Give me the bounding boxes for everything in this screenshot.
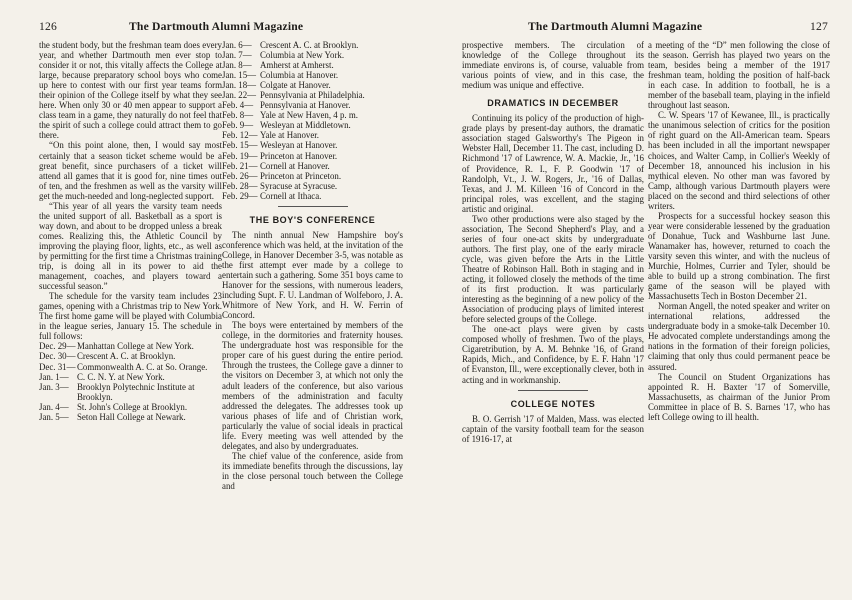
schedule-item — [222, 110, 403, 120]
paragraph: The chief value of the conference, aside from its immediate benefits through the discussions, lay in the close personal touch between the College and — [222, 450, 403, 491]
left-column-2 — [222, 40, 403, 491]
schedule-opponent: C. C. N. Y. at New York. — [77, 371, 165, 382]
schedule-opponent: Crescent A. C. at Brooklyn. — [77, 351, 176, 362]
schedule-date: Jan. 22— — [222, 90, 257, 101]
paragraph: a meeting of the “D” men following the close of the season. Gerrish has played two years on the team, besides being a member of the 1917 freshman team, holding the position of half-back in each case. In addition to football, he is a member of the baseball team, playing in the infield throughout last season. — [648, 40, 830, 111]
schedule-date: Jan. 7— — [222, 50, 252, 61]
paragraph: Continuing its policy of the production of high-grade plays by present-day authors, the dramatic association staged Galsworthy's The Pigeon in Webster Hall, December 11. The cast, including D. Richmond '17 of Lawrence, W. A. Mackie, Jr., '16 of Providence, R. I., F. P. Goodwin '17 of Randolph, Vt., J. W. Rogers, Jr., '16 of Dallas, Texas, and J. M. Killeen '16 of Concord in the principal roles, was excellent, and the staging artistic and original. — [462, 113, 644, 214]
schedule-date: Feb. 4— — [222, 100, 254, 111]
schedule-date: Feb. 26— — [222, 170, 258, 181]
schedule-item — [222, 70, 403, 80]
section-heading: COLLEGE NOTES — [510, 398, 596, 409]
right-column-1 — [462, 40, 644, 444]
schedule-item — [39, 412, 222, 422]
schedule-item — [39, 362, 222, 372]
running-head: The Dartmouth Alumni Magazine — [129, 20, 304, 33]
schedule-item — [222, 191, 403, 201]
schedule-item — [39, 341, 222, 351]
paragraph: Norman Angell, the noted speaker and writer on international relations, addressed the undergraduate body in a smoke-talk December 10. He advocated complete understandings among the nations in the formation of their foreign policies, claiming that only thus could permanent peace be assured. — [648, 301, 830, 372]
schedule-item — [222, 60, 403, 70]
schedule-opponent: Columbia at Hanover. — [260, 70, 339, 81]
schedule-item — [39, 402, 222, 412]
schedule-date: Feb. 9— — [222, 120, 254, 131]
schedule-opponent: Columbia at New York. — [260, 50, 345, 61]
schedule-opponent: Commonwealth A. C. at So. Orange. — [77, 361, 208, 372]
schedule-opponent: Pennsylvania at Hanover. — [260, 100, 351, 111]
schedule-opponent: Yale at New Haven, 4 p. m. — [260, 110, 358, 121]
paragraph: B. O. Gerrish '17 of Malden, Mass. was elected captain of the varsity football team for the season of 1916-17, at — [462, 413, 644, 444]
section-divider — [518, 390, 588, 391]
schedule-date: Jan. 6— — [222, 40, 252, 50]
schedule-opponent: Wesleyan at Hanover. — [260, 140, 338, 151]
paragraph: The Council on Student Organizations has appointed R. H. Baxter '17 of Somerville, Massachusetts, as chairman of the Junior Prom Committee in place of B. S. Barnes '17, who has left College owing to ill health. — [648, 371, 830, 422]
schedule-date: Jan. 8— — [222, 60, 252, 71]
schedule-date: Dec. 29— — [39, 341, 76, 352]
paragraph: The one-act plays were given by casts composed wholly of freshmen. Two of the plays, Cigaretribution, by A. M. Behnke '16, of Grand Rapids, Mich., and Confidence, by E. F. Hahn '17 of Evanston, Ill., were exceptionally clever, both in acting and in workmanship. — [462, 324, 644, 385]
page-number: 126 — [39, 20, 57, 33]
schedule-date: Jan. 3— — [39, 381, 69, 392]
paragraph: C. W. Spears '17 of Kewanee, Ill., is practically the unanimous selection of critics for the position of right guard on the All-American team. Spears has been included in all the important newspaper choices, and Walter Camp, in Collier's Weekly of December 18, announced his inclusion in his mythical eleven. No other man was favored by Camp, although various Dartmouth players were placed on the second and third selections of other writers. — [648, 110, 830, 211]
schedule-date: Jan. 4— — [39, 401, 69, 412]
paragraph: Prospects for a successful hockey season this year were considerable lessened by the graduation of Donahue, Tuck and Washburne last June. Wanamaker has, however, returned to coach the varsity seven this winter, and with the nucleus of Murchie, Holmes, Currier and Tyler, should be able to build up a strong combination. The first game of the season will be played with Massachusetts Tech in Boston December 21. — [648, 210, 830, 302]
schedule-item — [39, 372, 222, 382]
schedule-date: Dec. 31— — [39, 361, 76, 372]
schedule-date: Feb. 28— — [222, 180, 258, 191]
schedule-opponent: Brooklyn Polytechnic Institute at Brooklyn. — [77, 381, 195, 402]
schedule-opponent: Wesleyan at Middletown. — [260, 120, 351, 131]
schedule-item — [222, 130, 403, 140]
paragraph: The schedule for the varsity team includes 23 games, opening with a Christmas trip to New York. The first home game will be played with Columbia in the league series, January 15. The schedule in full follows: — [39, 291, 222, 342]
schedule-date: Feb. 12— — [222, 130, 258, 141]
schedule-item — [39, 382, 222, 402]
section-heading: DRAMATICS IN DECEMBER — [487, 98, 619, 109]
paragraph: prospective members. The circulation of knowledge of the College throughout its immediate environs is, of course, valuable from various points of view, and in this case, the medium was unique and effective. — [462, 40, 644, 91]
schedule-opponent: Amherst at Amherst. — [260, 60, 334, 71]
schedule-list — [39, 341, 222, 421]
schedule-date: Feb. 8— — [222, 110, 254, 121]
schedule-date: Feb. 19— — [222, 150, 258, 161]
schedule-opponent: St. John's College at Brooklyn. — [77, 401, 188, 412]
schedule-item — [222, 151, 403, 161]
schedule-item — [222, 40, 403, 50]
schedule-opponent: Cornell at Ithaca. — [260, 190, 322, 201]
schedule-item — [222, 100, 403, 110]
paragraph: “This year of all years the varsity team needs the united support of all. Basketball as a sport is way down, and about to be dropped unless a break comes. Realizing this, the Athletic Council by improving the playing floor, lights, etc., as well as by permitting for the first time a Christmas training trip, is doing all in its power to aid the management, coaches, and players toward a successful season.” — [39, 200, 222, 292]
schedule-item — [222, 140, 403, 150]
schedule-date: Feb. 21— — [222, 160, 258, 171]
schedule-opponent: Yale at Hanover. — [260, 130, 319, 141]
schedule-date: Feb. 15— — [222, 140, 258, 151]
right-column-2 — [648, 40, 830, 422]
schedule-opponent: Manhattan College at New York. — [77, 341, 194, 352]
page-number: 127 — [810, 20, 828, 33]
paragraph: The ninth annual New Hampshire boy's conference which was held, at the invitation of the College, in Hanover December 3-5, was notable as the first attempt ever made by a college to entertain such a gathering. Some 351 boys came to Hanover for the sessions, with numerous leaders, including Supt. F. U. Landman of Wolfeboro, J. A. Whitmore of New York, and H. W. Ferrin of Concord. — [222, 229, 403, 321]
schedule-item — [222, 181, 403, 191]
running-head: The Dartmouth Alumni Magazine — [528, 20, 703, 33]
schedule-item — [222, 171, 403, 181]
schedule-opponent: Princeton at Hanover. — [260, 150, 338, 161]
schedule-item — [39, 351, 222, 361]
schedule-opponent: Pennsylvania at Philadelphia. — [260, 90, 365, 101]
schedule-item — [222, 50, 403, 60]
paragraph: Two other productions were also staged by the association, The Second Shepherd's Play, and a series of four one-act skits by undergraduate authors. The first play, one of the early miracle cycle, was given before the Arts in the Little Theatre of Robinson Hall. Both in staging and in acting, it followed closely the methods of the time of its first production. It was particularly interesting as the beginning of a new policy of the Association of producing plays of limited interest before selected groups of the College. — [462, 213, 644, 325]
schedule-item — [222, 161, 403, 171]
left-column-1 — [39, 40, 222, 422]
paragraph: “On this point alone, then, I would say most certainly that a season ticket scheme would be a great benefit, since purchasers of a ticket will attend all games that it is good for, nine times out of ten, and the freshmen as well as the varsity will get the much-needed and long-neglected support. — [39, 140, 222, 201]
schedule-opponent: Princeton at Princeton. — [260, 170, 342, 181]
paragraph: The boys were entertained by members of the college, in the dormitories and fraternity houses. The undergraduate host was responsible for the proper care of his guest during the entire period. Through the trustees, the College gave a dinner to the visitors on December 3, at which not only the adult leaders of the conference, but also various members of the administration and faculty addressed the delegates. The addresses took up various phases of life and of Christian work, particularly the value of social ideals in practical life. Every meeting was well attended by the delegates, and also by undergraduates. — [222, 320, 403, 451]
schedule-list — [222, 40, 403, 201]
schedule-opponent: Seton Hall College at Newark. — [77, 411, 186, 422]
schedule-date: Dec. 30— — [39, 351, 76, 362]
schedule-date: Jan. 1— — [39, 371, 69, 382]
schedule-date: Jan. 15— — [222, 70, 257, 81]
section-heading: THE BOY'S CONFERENCE — [249, 214, 376, 225]
section-divider — [278, 206, 348, 207]
schedule-opponent: Syracuse at Syracuse. — [260, 180, 338, 191]
paragraph: the student body, but the freshman team does every year, and whether Dartmouth men ever stop to consider it or not, this vitally affects the College at large, because preparatory school boys who come up here to contest with our first year teams form their opinion of the College itself by what they see here. When only 30 or 40 men appear to support a class team in a game, they naturally do not feel that the spirit of such a college could attract them to go there. — [39, 40, 222, 141]
schedule-opponent: Colgate at Hanover. — [260, 80, 331, 91]
schedule-date: Feb. 29— — [222, 190, 258, 201]
schedule-item — [222, 80, 403, 90]
schedule-item — [222, 120, 403, 130]
right-page — [426, 0, 852, 600]
schedule-date: Jan. 5— — [39, 411, 69, 422]
schedule-item — [222, 90, 403, 100]
schedule-date: Jan. 18— — [222, 80, 257, 91]
schedule-opponent: Cornell at Hanover. — [260, 160, 330, 171]
schedule-opponent: Crescent A. C. at Brooklyn. — [260, 40, 359, 50]
